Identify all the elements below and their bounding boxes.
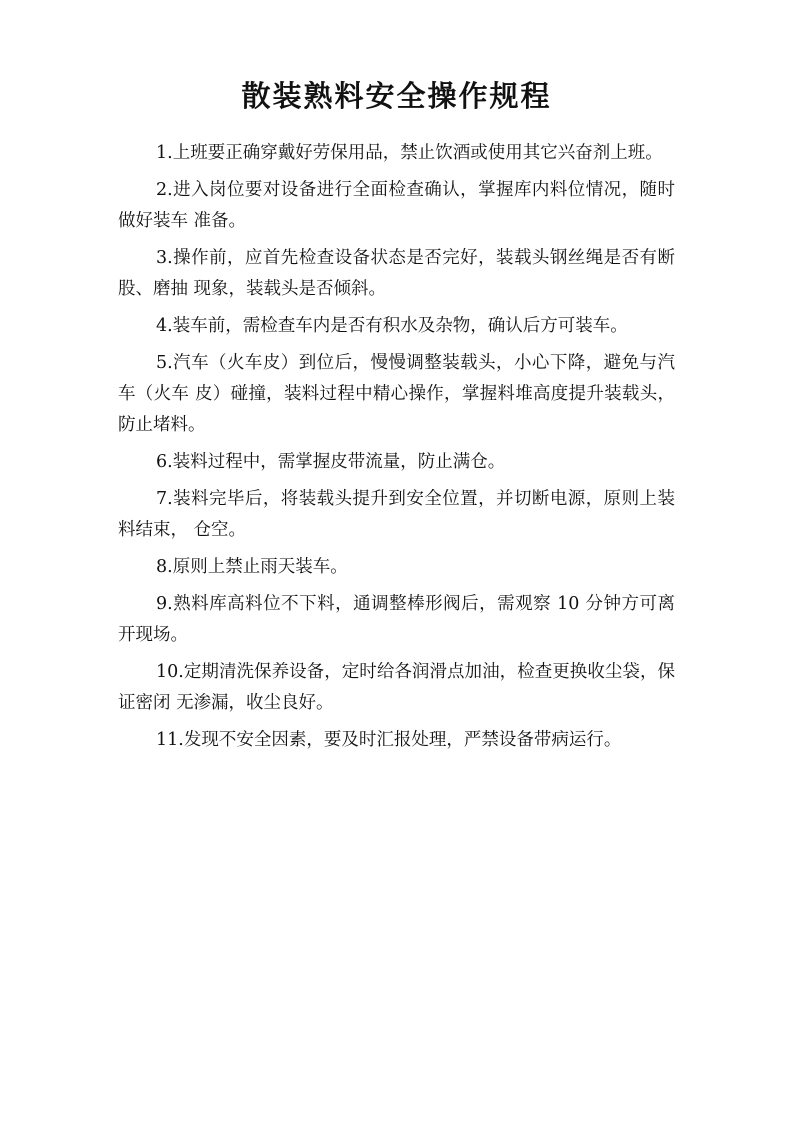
rule-item-7 [118, 484, 675, 546]
rule-text: 装料过程中，需掌握皮带流量，防止满仓。 [172, 452, 506, 472]
rule-text: 操作前，应首先检查设备状态是否完好，装载头钢丝绳是否有断股、磨抽 现象，装载头是否倾斜。 [118, 248, 675, 299]
rule-text: 上班要正确穿戴好劳保用品，禁止饮酒或使用其它兴奋剂上班。 [172, 143, 663, 163]
rule-text: 发现不安全因素，要及时汇报处理，严禁设备带病运行。 [183, 730, 622, 750]
rule-item-1 [118, 138, 675, 169]
rule-number: 5. [156, 353, 173, 373]
safety-rules-list [118, 138, 675, 756]
rule-text: 原则上禁止雨天装车。 [172, 557, 348, 577]
rule-item-6 [118, 447, 675, 478]
rule-item-2 [118, 175, 675, 237]
rule-number: 3. [156, 248, 173, 268]
rule-item-3 [118, 243, 675, 305]
rule-number: 10. [156, 662, 184, 682]
rule-item-10 [118, 657, 675, 719]
rule-item-8 [118, 552, 675, 583]
rule-text: 定期清洗保养设备，定时给各润滑点加油，检查更换收尘袋，保证密闭 无渗漏，收尘良好。 [118, 662, 675, 713]
rule-number: 7. [156, 489, 173, 509]
rule-text: 进入岗位要对设备进行全面检查确认，掌握库内料位情况，随时做好装车 准备。 [118, 180, 675, 231]
rule-text: 熟料库高料位不下料，通调整棒形阀后，需观察 10 分钟方可离开现场。 [118, 594, 675, 645]
rule-number: 8. [156, 557, 173, 577]
rule-number: 11. [156, 730, 184, 750]
document-title: 散装熟料安全操作规程 [241, 79, 552, 113]
rule-item-11 [118, 725, 675, 756]
rule-item-9 [118, 589, 675, 651]
rule-number: 1. [156, 143, 173, 163]
rule-text: 装车前，需检查车内是否有积水及杂物，确认后方可装车。 [172, 316, 628, 336]
rule-number: 9. [156, 594, 173, 614]
rule-text: 汽车（火车皮）到位后，慢慢调整装载头，小心下降，避免与汽车（火车 皮）碰撞，装料过程中精心操作，掌握料堆高度提升装载头，防止堵料。 [118, 353, 675, 435]
rule-text: 装料完毕后，将装载头提升到安全位置，并切断电源，原则上装料结束， 仓空。 [118, 489, 675, 540]
rule-number: 6. [156, 452, 173, 472]
rule-item-5 [118, 348, 675, 441]
rule-number: 2. [156, 180, 173, 200]
rule-item-4 [118, 311, 675, 342]
rule-number: 4. [156, 316, 173, 336]
